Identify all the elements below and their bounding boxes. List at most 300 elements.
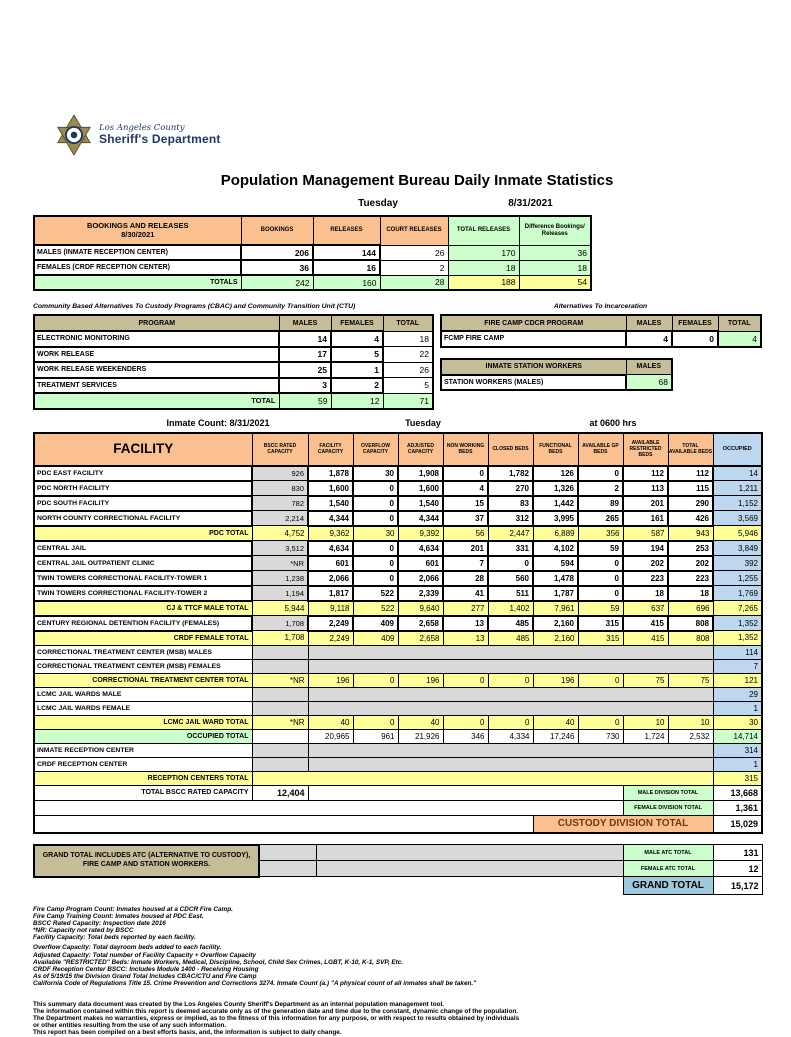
bookings-value: 206 — [241, 245, 313, 260]
male-atc-total-label: MALE ATC TOTAL — [623, 845, 713, 861]
occupied-cell: 1,769 — [713, 586, 762, 601]
cbac-row — [34, 347, 433, 363]
female-division-total-value: 1,361 — [713, 800, 762, 815]
footnote-line: California Code of Regulations Title 15. Crime Prevention and Corrections 3274. Inmate Count (a.) "A physical count of all inmates shall be taken." — [33, 979, 477, 987]
facility-col-header: TOTAL AVAILABLE BEDS — [668, 433, 713, 466]
bookings-col-header: COURT RELEASES — [380, 216, 448, 245]
inmate-count-time: at 0600 hrs — [589, 417, 637, 428]
facility-value-cell: 4,344 — [308, 511, 353, 526]
facility-value-cell: 0 — [578, 571, 623, 586]
merged-band-cell — [308, 659, 713, 673]
bscc-capacity-cell — [252, 687, 308, 701]
facility-table-row — [34, 701, 762, 715]
cbac-value: 17 — [279, 347, 331, 363]
occupied-cell: 1 — [713, 701, 762, 715]
bookings-totals-row — [34, 275, 591, 290]
subtotal-value-cell: 485 — [488, 631, 533, 646]
facility-table-row — [34, 616, 762, 631]
facility-row-label: TWIN TOWERS CORRECTIONAL FACILITY-TOWER 2 — [34, 586, 252, 601]
subtotal-row-label: OCCUPIED TOTAL — [34, 729, 252, 743]
occupied-cell: 1,211 — [713, 481, 762, 496]
occupied-cell: 30 — [713, 715, 762, 729]
facility-value-cell: 18 — [623, 586, 668, 601]
facility-value-cell: 1,540 — [308, 496, 353, 511]
facility-table-row — [34, 511, 762, 526]
day-date-row — [33, 198, 761, 213]
station-workers-header: INMATE STATION WORKERS — [441, 359, 626, 375]
spacer-cell — [308, 785, 623, 800]
station-workers-row — [441, 375, 672, 391]
ati-block — [440, 303, 761, 391]
fire-camp-row-label: FCMP FIRE CAMP — [441, 331, 626, 347]
mid-section — [33, 303, 761, 410]
subtotal-row-label: PDC TOTAL — [34, 526, 252, 541]
footnotes-definitions — [33, 906, 791, 987]
subtotal-value-cell: 2,658 — [398, 631, 443, 646]
station-workers-col-header: MALES — [626, 359, 672, 375]
subtotal-value-cell: 9,362 — [308, 526, 353, 541]
subtotal-value-cell: 1,402 — [488, 601, 533, 616]
facility-row-label: PDC EAST FACILITY — [34, 466, 252, 481]
facility-value-cell: 485 — [488, 616, 533, 631]
facility-row-label: CENTRAL JAIL OUTPATIENT CLINIC — [34, 556, 252, 571]
bookings-row — [34, 245, 591, 260]
total-bscc-capacity-value: 12,404 — [252, 785, 308, 800]
facility-value-cell: 1,600 — [398, 481, 443, 496]
subtotal-value-cell: 943 — [668, 526, 713, 541]
cbac-value: 14 — [279, 331, 331, 347]
bookings-value: 36 — [519, 245, 591, 260]
spacer-cell — [34, 800, 623, 815]
female-division-row — [34, 800, 762, 815]
facility-row-label: NORTH COUNTY CORRECTIONAL FACILITY — [34, 511, 252, 526]
facility-value-cell: 1,878 — [308, 466, 353, 481]
bookings-value: 170 — [448, 245, 519, 260]
cbac-value: 18 — [383, 331, 433, 347]
reception-band-cell — [252, 771, 713, 785]
facility-table-row — [34, 771, 762, 785]
facility-value-cell: 4,634 — [398, 541, 443, 556]
facility-value-cell: 0 — [353, 541, 398, 556]
fire-camp-col-header: TOTAL — [718, 315, 761, 331]
facility-row-label: INMATE RECEPTION CENTER — [34, 743, 252, 757]
facility-value-cell: 3,995 — [533, 511, 578, 526]
fire-camp-col-header: FIRE CAMP CDCR PROGRAM — [441, 315, 626, 331]
bscc-capacity-cell: 1,194 — [252, 586, 308, 601]
custody-division-total-label: CUSTODY DIVISION TOTAL — [533, 815, 713, 833]
facility-col-header: FUNCTIONAL BEDS — [533, 433, 578, 466]
footnote-line: BSCC Rated Capacity: Inspection date 2016 — [33, 920, 166, 928]
facility-col-header: AVAILABLE GP BEDS — [578, 433, 623, 466]
facility-value-cell: 1,787 — [533, 586, 578, 601]
subtotal-row-label: CJ & TTCF MALE TOTAL — [34, 601, 252, 616]
footnote-line: *NR: Capacity not rated by BSCC — [33, 927, 134, 935]
facility-table-row — [34, 601, 762, 616]
occupied-cell: 314 — [713, 743, 762, 757]
facility-value-cell: 1,478 — [533, 571, 578, 586]
subtotal-bscc-cell: *NR — [252, 715, 308, 729]
cbac-row-label: TREATMENT SERVICES — [34, 378, 279, 394]
fire-camp-value: 4 — [718, 331, 761, 347]
merged-band-cell — [308, 743, 713, 757]
cbac-totals-label: TOTAL — [34, 393, 279, 409]
merged-band-cell — [308, 687, 713, 701]
facility-table-row — [34, 757, 762, 771]
facility-value-cell: 0 — [353, 481, 398, 496]
facility-col-header: NON WORKING BEDS — [443, 433, 488, 466]
subtotal-row-label: CRDF FEMALE TOTAL — [34, 631, 252, 646]
bookings-releases-table — [33, 215, 592, 291]
facility-value-cell: 1,908 — [398, 466, 443, 481]
facility-value-cell: 2,066 — [398, 571, 443, 586]
subtotal-value-cell: 75 — [623, 673, 668, 687]
logo-department-text: Sheriff's Department — [99, 132, 221, 147]
facility-value-cell: 601 — [308, 556, 353, 571]
facility-value-cell: 194 — [623, 541, 668, 556]
occupied-cell: 29 — [713, 687, 762, 701]
page-title: Population Management Bureau Daily Inmate Statistics — [220, 172, 614, 189]
subtotal-value-cell: 0 — [353, 673, 398, 687]
occupied-cell: 14,714 — [713, 729, 762, 743]
facility-value-cell: 2,339 — [398, 586, 443, 601]
cbac-value: 2 — [331, 378, 383, 394]
facility-value-cell: 808 — [668, 616, 713, 631]
cbac-row-label: ELECTRONIC MONITORING — [34, 331, 279, 347]
male-division-total-value: 13,668 — [713, 785, 762, 800]
spacer-cell — [34, 815, 533, 833]
inmate-count-meta — [33, 418, 761, 431]
facility-table-row — [34, 526, 762, 541]
cbac-row-label: WORK RELEASE — [34, 347, 279, 363]
bookings-row — [34, 260, 591, 275]
subtotal-value-cell: 196 — [398, 673, 443, 687]
facility-value-cell: 1,326 — [533, 481, 578, 496]
facility-value-cell: 2,658 — [398, 616, 443, 631]
spacer-cell — [34, 877, 623, 895]
subtotal-value-cell: 587 — [623, 526, 668, 541]
fire-camp-header-row — [441, 315, 761, 331]
bookings-value: 144 — [313, 245, 380, 260]
facility-value-cell: 201 — [623, 496, 668, 511]
male-atc-total-value: 131 — [713, 845, 762, 861]
footnote-line: Fire Camp Program Count: Inmates housed at a CDCR Fire Camp. — [33, 906, 233, 913]
subtotal-value-cell: 1,724 — [623, 729, 668, 743]
total-bscc-capacity-label: TOTAL BSCC RATED CAPACITY — [34, 785, 252, 800]
facility-value-cell: 0 — [443, 466, 488, 481]
subtotal-value-cell: 40 — [533, 715, 578, 729]
grand-total-table — [33, 844, 763, 896]
gray-cell — [259, 861, 316, 877]
cbac-row — [34, 378, 433, 394]
subtotal-value-cell: 30 — [353, 526, 398, 541]
bscc-capacity-cell — [252, 701, 308, 715]
bookings-totals-value: 28 — [380, 275, 448, 290]
facility-table-row — [34, 673, 762, 687]
sheriff-star-icon — [55, 113, 93, 157]
bookings-value: 16 — [313, 260, 380, 275]
fire-camp-table — [440, 314, 762, 348]
facility-value-cell: 560 — [488, 571, 533, 586]
facility-value-cell: 2 — [578, 481, 623, 496]
facility-row-label: TWIN TOWERS CORRECTIONAL FACILITY-TOWER 1 — [34, 571, 252, 586]
bookings-header-row — [34, 216, 591, 245]
bscc-capacity-cell: 1,238 — [252, 571, 308, 586]
ati-section-title: Alternatives To Incarceration — [553, 303, 648, 310]
occupied-cell: 1 — [713, 757, 762, 771]
facility-value-cell: 112 — [623, 466, 668, 481]
facility-value-cell: 113 — [623, 481, 668, 496]
subtotal-value-cell: 0 — [578, 673, 623, 687]
occupied-cell: 3,569 — [713, 511, 762, 526]
station-workers-header-row — [441, 359, 672, 375]
facility-value-cell: 89 — [578, 496, 623, 511]
facility-table-row — [34, 645, 762, 659]
bscc-capacity-cell: 782 — [252, 496, 308, 511]
cbac-col-header: MALES — [279, 315, 331, 331]
subtotal-value-cell: 56 — [443, 526, 488, 541]
subtotal-value-cell: 356 — [578, 526, 623, 541]
facility-row-label: LCMC JAIL WARDS MALE — [34, 687, 252, 701]
fire-camp-value: 4 — [626, 331, 672, 347]
cbac-block — [33, 303, 432, 410]
footnote-line: As of 5/19/15 the Division Grand Total Includes CBAC/CTU and Fire Camp — [33, 972, 257, 980]
facility-value-cell: 13 — [443, 616, 488, 631]
subtotal-value-cell: 10 — [623, 715, 668, 729]
facility-col-header: OVERFLOW CAPACITY — [353, 433, 398, 466]
cbac-row — [34, 362, 433, 378]
cbac-section-title: Community Based Alternatives To Custody Programs (CBAC) and Community Transition Unit (CTU) — [33, 303, 356, 310]
facility-value-cell: 18 — [668, 586, 713, 601]
subtotal-value-cell: 13 — [443, 631, 488, 646]
bookings-col-header: Difference Bookings/ Releases — [519, 216, 591, 245]
footnote-line: Fire Camp Training Count: Inmates housed at PDC East. — [33, 913, 204, 921]
cbac-totals-row — [34, 393, 433, 409]
facility-value-cell: 1,442 — [533, 496, 578, 511]
disclaimer-line: or other entities resulting from the use of any such information. — [33, 1022, 227, 1030]
bookings-totals-value: 160 — [313, 275, 380, 290]
cbac-col-header: PROGRAM — [34, 315, 279, 331]
cbac-value: 3 — [279, 378, 331, 394]
facility-value-cell: 1,782 — [488, 466, 533, 481]
facility-value-cell: 270 — [488, 481, 533, 496]
facility-row-label: CORRECTIONAL TREATMENT CENTER (MSB) FEMALES — [34, 659, 252, 673]
logo-county-text: Los Angeles County — [99, 123, 185, 134]
subtotal-row-label: RECEPTION CENTERS TOTAL — [34, 771, 252, 785]
bookings-totals-value: 188 — [448, 275, 519, 290]
facility-value-cell: 41 — [443, 586, 488, 601]
facility-table-row — [34, 571, 762, 586]
subtotal-value-cell: 961 — [353, 729, 398, 743]
occupied-cell: 1,255 — [713, 571, 762, 586]
occupied-cell: 1,352 — [713, 616, 762, 631]
subtotal-bscc-cell: 1,708 — [252, 631, 308, 646]
subtotal-value-cell: 808 — [668, 631, 713, 646]
facility-row-label: CENTRAL JAIL — [34, 541, 252, 556]
facility-value-cell: 37 — [443, 511, 488, 526]
bookings-totals-value: 54 — [519, 275, 591, 290]
merged-band-cell — [308, 701, 713, 715]
station-workers-value: 68 — [626, 375, 672, 391]
facility-value-cell: 0 — [578, 466, 623, 481]
subtotal-bscc-cell: *NR — [252, 673, 308, 687]
occupied-cell: 114 — [713, 645, 762, 659]
subtotal-value-cell: 409 — [353, 631, 398, 646]
subtotal-value-cell: 17,246 — [533, 729, 578, 743]
facility-value-cell: 4,102 — [533, 541, 578, 556]
facility-value-cell: 0 — [353, 496, 398, 511]
facility-value-cell: 161 — [623, 511, 668, 526]
facility-row-label: CENTURY REGIONAL DETENTION FACILITY (FEMALES) — [34, 616, 252, 631]
facility-value-cell: 522 — [353, 586, 398, 601]
facility-table-row — [34, 729, 762, 743]
cbac-table — [33, 314, 434, 410]
facility-value-cell: 4,344 — [398, 511, 443, 526]
facility-table-row — [34, 586, 762, 601]
cbac-totals-value: 71 — [383, 393, 433, 409]
bscc-capacity-cell: 1,708 — [252, 616, 308, 631]
facility-table-row — [34, 715, 762, 729]
subtotal-value-cell: 196 — [308, 673, 353, 687]
cbac-totals-value: 12 — [331, 393, 383, 409]
facility-value-cell: 15 — [443, 496, 488, 511]
inmate-count-label: Inmate Count: 8/31/2021 — [166, 417, 270, 428]
fire-camp-col-header: FEMALES — [672, 315, 718, 331]
facility-value-cell: 594 — [533, 556, 578, 571]
grand-total-row — [34, 877, 762, 895]
bookings-col-header: TOTAL RELEASES — [448, 216, 519, 245]
facility-value-cell: 2,249 — [308, 616, 353, 631]
custody-division-total-value: 15,029 — [713, 815, 762, 833]
bscc-capacity-cell — [252, 645, 308, 659]
facility-row-label: PDC SOUTH FACILITY — [34, 496, 252, 511]
subtotal-value-cell: 20,965 — [308, 729, 353, 743]
occupied-cell: 7 — [713, 659, 762, 673]
facility-value-cell: 112 — [668, 466, 713, 481]
station-workers-row-label: STATION WORKERS (MALES) — [441, 375, 626, 391]
cbac-value: 4 — [331, 331, 383, 347]
facility-value-cell: 253 — [668, 541, 713, 556]
cbac-col-header: TOTAL — [383, 315, 433, 331]
disclaimer-line: This report has been compiled on a best efforts basis, and, the information is subject to daily change. — [33, 1029, 342, 1037]
facility-value-cell: 1,540 — [398, 496, 443, 511]
facility-table-row — [34, 496, 762, 511]
occupied-cell: 1,152 — [713, 496, 762, 511]
facility-table-row — [34, 481, 762, 496]
facility-value-cell: 59 — [578, 541, 623, 556]
disclaimer-line: The Department makes no warranties, express or implied, as to the fitness of this information for any purpose, or with respect to results obtained by individuals — [33, 1015, 520, 1023]
bscc-capacity-cell — [252, 743, 308, 757]
bscc-capacity-cell: *NR — [252, 556, 308, 571]
facility-value-cell: 202 — [623, 556, 668, 571]
bookings-title-date: 8/30/2021 — [121, 229, 155, 239]
facility-value-cell: 312 — [488, 511, 533, 526]
bscc-capacity-cell: 830 — [252, 481, 308, 496]
facility-value-cell: 115 — [668, 481, 713, 496]
station-workers-table — [440, 358, 673, 392]
occupied-cell: 121 — [713, 673, 762, 687]
inmate-count-weekday: Tuesday — [405, 417, 441, 428]
subtotal-value-cell: 6,889 — [533, 526, 578, 541]
report-date-label: 8/31/2021 — [508, 198, 553, 209]
facility-value-cell: 7 — [443, 556, 488, 571]
logo-text — [99, 124, 221, 146]
merged-band-cell — [308, 645, 713, 659]
subtotal-value-cell: 7,961 — [533, 601, 578, 616]
facility-row-label: LCMC JAIL WARDS FEMALE — [34, 701, 252, 715]
bookings-row-label: FEMALES (CRDF RECEPTION CENTER) — [34, 260, 241, 275]
facility-value-cell: 1,817 — [308, 586, 353, 601]
subtotal-value-cell: 9,640 — [398, 601, 443, 616]
facility-value-cell: 4 — [443, 481, 488, 496]
footnote-line: Facility Capacity: Total beds reported by each facility. — [33, 934, 196, 942]
subtotal-value-cell: 10 — [668, 715, 713, 729]
subtotal-value-cell: 0 — [488, 715, 533, 729]
facility-value-cell: 415 — [623, 616, 668, 631]
fire-camp-value: 0 — [672, 331, 718, 347]
sheriffs-logo — [55, 110, 791, 160]
disclaimer-line: This summary data document was created by the Los Angeles County Sheriff's Department as an internal population management tool. — [33, 1001, 445, 1009]
fire-camp-row — [441, 331, 761, 347]
facility-value-cell: 223 — [668, 571, 713, 586]
subtotal-value-cell: 9,392 — [398, 526, 443, 541]
bookings-value: 2 — [380, 260, 448, 275]
bookings-row-label: MALES (INMATE RECEPTION CENTER) — [34, 245, 241, 260]
facility-row-label: CORRECTIONAL TREATMENT CENTER (MSB) MALES — [34, 645, 252, 659]
subtotal-value-cell: 315 — [578, 631, 623, 646]
subtotal-value-cell: 21,926 — [398, 729, 443, 743]
facility-value-cell: 223 — [623, 571, 668, 586]
grand-total-value: 15,172 — [713, 877, 762, 895]
facility-col-header: CLOSED BEDS — [488, 433, 533, 466]
bookings-col-header: RELEASES — [313, 216, 380, 245]
custody-division-row — [34, 815, 762, 833]
subtotal-value-cell: 696 — [668, 601, 713, 616]
occupied-cell: 3,849 — [713, 541, 762, 556]
subtotal-value-cell: 637 — [623, 601, 668, 616]
merged-band-cell — [308, 757, 713, 771]
facility-value-cell: 265 — [578, 511, 623, 526]
facility-value-cell: 201 — [443, 541, 488, 556]
occupied-cell: 5,946 — [713, 526, 762, 541]
cbac-value: 25 — [279, 362, 331, 378]
facility-value-cell: 0 — [353, 556, 398, 571]
subtotal-value-cell: 2,532 — [668, 729, 713, 743]
bookings-value: 26 — [380, 245, 448, 260]
facility-table-row — [34, 687, 762, 701]
bscc-capacity-cell: 3,512 — [252, 541, 308, 556]
facility-row-label: PDC NORTH FACILITY — [34, 481, 252, 496]
footnote-line: CRDF Reception Center BSCC: Includes Module 1400 - Receiving Housing — [33, 965, 259, 973]
occupied-cell: 392 — [713, 556, 762, 571]
subtotal-value-cell: 2,249 — [308, 631, 353, 646]
bookings-totals-value: 242 — [241, 275, 313, 290]
facility-row-label: CRDF RECEPTION CENTER — [34, 757, 252, 771]
occupied-cell: 1,352 — [713, 631, 762, 646]
facility-value-cell: 290 — [668, 496, 713, 511]
subtotal-value-cell: 0 — [443, 673, 488, 687]
grand-total-label: GRAND TOTAL — [623, 877, 713, 895]
cbac-totals-value: 59 — [279, 393, 331, 409]
bscc-capacity-cell — [252, 659, 308, 673]
cbac-value: 26 — [383, 362, 433, 378]
gray-band-cell — [316, 845, 623, 861]
subtotal-value-cell: 9,118 — [308, 601, 353, 616]
subtotal-value-cell: 4,334 — [488, 729, 533, 743]
bookings-title — [34, 216, 241, 245]
facility-value-cell: 1,600 — [308, 481, 353, 496]
facility-table-row — [34, 743, 762, 757]
bookings-value: 18 — [519, 260, 591, 275]
